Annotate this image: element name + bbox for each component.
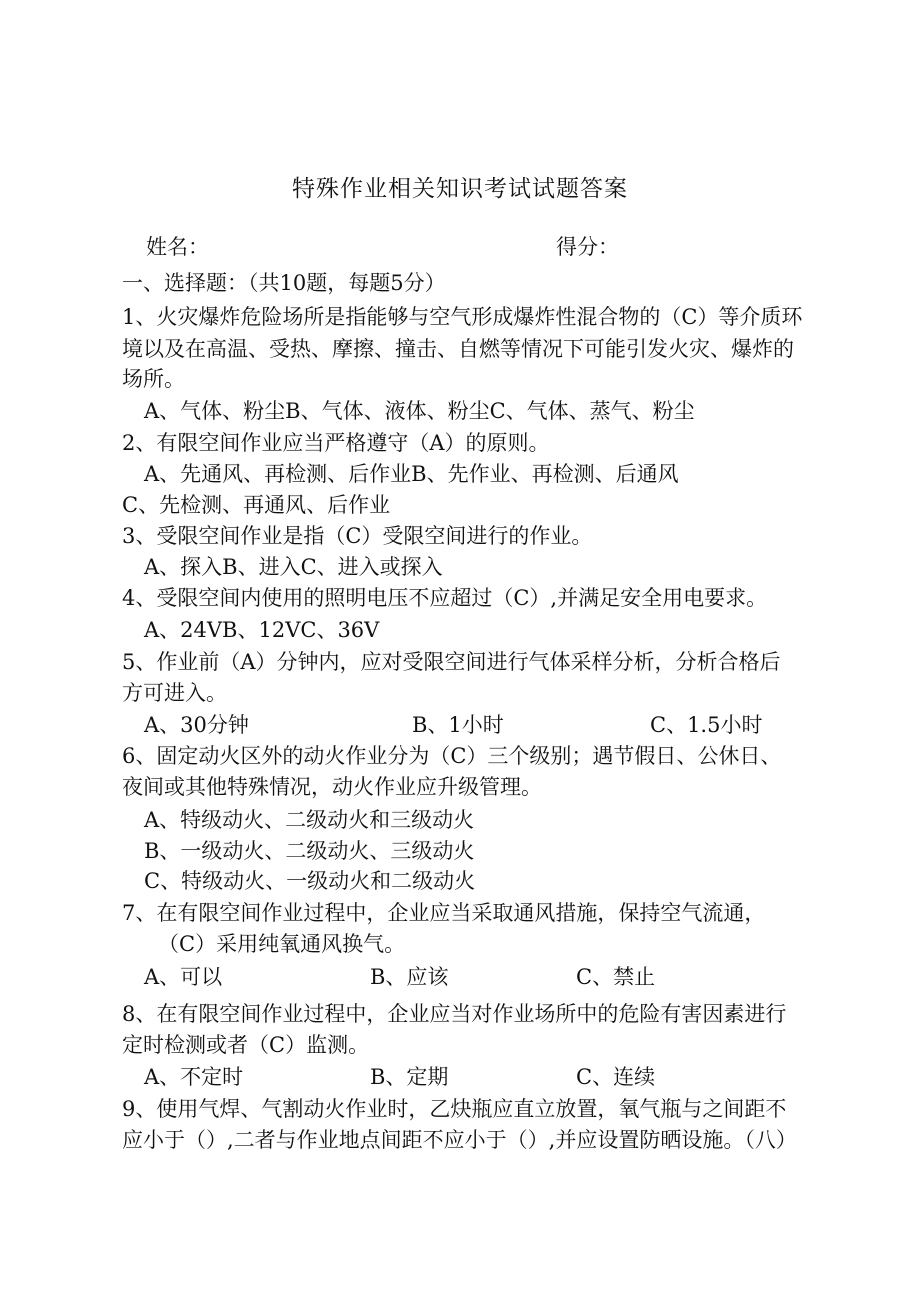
question-7-line-2: （C）采用纯氧通风换气。 bbox=[158, 932, 406, 956]
question-7-option-c: C、禁止 bbox=[576, 965, 656, 989]
question-6-option-b: B、一级动火、二级动火、三级动火 bbox=[144, 839, 475, 863]
question-5-line-2: 方可进入。 bbox=[122, 681, 227, 705]
question-1-line-1: 1、火灾爆炸危险场所是指能够与空气形成爆炸性混合物的（C）等介质环 bbox=[122, 305, 803, 329]
question-6-line-1: 6、固定动火区外的动火作业分为（C）三个级别；遇节假日、公休日、 bbox=[122, 744, 782, 768]
score-label: 得分： bbox=[556, 235, 619, 259]
question-6-option-a: A、特级动火、二级动火和三级动火 bbox=[144, 808, 475, 832]
question-1-line-2: 境以及在高温、受热、摩擦、撞击、自燃等情况下可能引发火灾、爆炸的 bbox=[122, 337, 794, 361]
question-5-option-b: B、1小时 bbox=[412, 713, 504, 737]
name-label: 姓名： bbox=[146, 235, 209, 259]
question-5-option-a: A、30分钟 bbox=[144, 713, 249, 737]
question-1-line-3: 场所。 bbox=[122, 367, 185, 391]
question-2-options-2: C、先检测、再通风、后作业 bbox=[122, 493, 391, 517]
question-7-line-1: 7、在有限空间作业过程中，企业应当采取通风措施，保持空气流通， bbox=[122, 901, 766, 925]
question-6-option-c: C、特级动火、一级动火和二级动火 bbox=[144, 869, 476, 893]
question-4-line-1: 4、受限空间内使用的照明电压不应超过（C）,并满足安全用电要求。 bbox=[122, 586, 768, 610]
question-2-options-1: A、先通风、再检测、后作业B、先作业、再检测、后通风 bbox=[144, 462, 679, 486]
question-1-options: A、气体、粉尘B、气体、液体、粉尘C、气体、蒸气、粉尘 bbox=[144, 399, 695, 423]
question-8-line-1: 8、在有限空间作业过程中，企业应当对作业场所中的危险有害因素进行 bbox=[122, 1002, 787, 1026]
question-3-options: A、探入B、进入C、进入或探入 bbox=[144, 555, 443, 579]
question-5-line-1: 5、作业前（A）分钟内，应对受限空间进行气体采样分析，分析合格后 bbox=[122, 650, 781, 674]
question-2-line-1: 2、有限空间作业应当严格遵守（A）的原则。 bbox=[122, 431, 550, 455]
question-4-options: A、24VB、12VC、36V bbox=[144, 618, 380, 642]
question-7-option-a: A、可以 bbox=[144, 965, 223, 989]
question-7-option-b: B、应该 bbox=[370, 965, 449, 989]
question-6-line-2: 夜间或其他特殊情况，动火作业应升级管理。 bbox=[122, 775, 542, 799]
question-3-line-1: 3、受限空间作业是指（C）受限空间进行的作业。 bbox=[122, 524, 593, 548]
question-8-option-c: C、连续 bbox=[576, 1065, 656, 1089]
question-5-option-c: C、1.5小时 bbox=[650, 713, 763, 737]
page-title: 特殊作业相关知识考试试题答案 bbox=[292, 176, 628, 202]
question-8-option-a: A、不定时 bbox=[144, 1065, 244, 1089]
question-9-line-2: 应小于（）,二者与作业地点间距不应小于（）,并应设置防晒设施。（八） bbox=[122, 1128, 797, 1152]
question-9-line-1: 9、使用气焊、气割动火作业时，乙炔瓶应直立放置，氧气瓶与之间距不 bbox=[122, 1097, 787, 1121]
question-8-option-b: B、定期 bbox=[370, 1065, 449, 1089]
question-8-line-2: 定时检测或者（C）监测。 bbox=[122, 1033, 370, 1057]
section-heading: 一、选择题：（共10题，每题5分） bbox=[122, 271, 446, 295]
